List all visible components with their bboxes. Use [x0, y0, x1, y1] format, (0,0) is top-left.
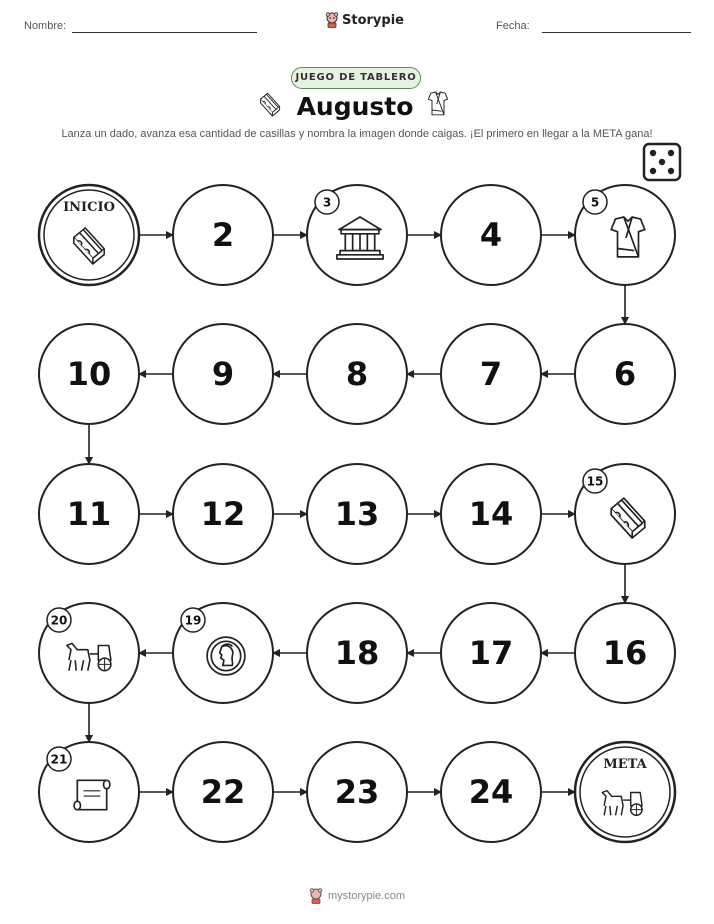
- square-number: 12: [200, 495, 246, 533]
- board-square-8: [307, 324, 407, 424]
- square-number: 8: [345, 355, 369, 393]
- square-number: 15: [586, 474, 604, 489]
- board-square-1: [39, 185, 139, 285]
- board-square-6: [575, 324, 675, 424]
- square-number: 5: [590, 195, 600, 210]
- storypie-logo-icon: [309, 888, 323, 904]
- board-square-16: [575, 603, 675, 703]
- square-number: 22: [200, 773, 246, 811]
- square-number: 9: [211, 355, 235, 393]
- board-square-11: [39, 464, 139, 564]
- square-number: 19: [184, 613, 202, 628]
- coin-icon: [207, 637, 245, 675]
- square-number: 6: [613, 355, 637, 393]
- board-square-20: [39, 603, 139, 703]
- board-square-21: [39, 742, 139, 842]
- footer-url: mystorypie.com: [327, 890, 406, 902]
- name-label: Nombre:: [24, 20, 67, 32]
- page-title: Augusto: [296, 92, 414, 121]
- game-type-badge: JUEGO DE TABLERO: [291, 67, 421, 89]
- board-square-7: [441, 324, 541, 424]
- square-label: INICIO: [63, 200, 115, 215]
- board-square-24: [441, 742, 541, 842]
- square-number: 20: [50, 613, 68, 628]
- scroll-icon: [74, 780, 110, 809]
- square-number: 23: [334, 773, 380, 811]
- board-square-17: [441, 603, 541, 703]
- board-square-10: [39, 324, 139, 424]
- square-number: 16: [602, 634, 648, 672]
- date-label: Fecha:: [496, 20, 530, 32]
- square-number: 2: [211, 216, 235, 254]
- board-square-5: [575, 185, 675, 285]
- square-number: 10: [66, 355, 112, 393]
- square-number: 11: [66, 495, 112, 533]
- square-number: 7: [479, 355, 503, 393]
- board-square-13: [307, 464, 407, 564]
- square-number: 13: [334, 495, 380, 533]
- board-square-12: [173, 464, 273, 564]
- instructions: Lanza un dado, avanza esa cantidad de casillas y nombra la imagen donde caigas. ¡El primero en llegar a la META gana!: [61, 128, 653, 140]
- square-number: 21: [50, 752, 68, 767]
- board-square-22: [173, 742, 273, 842]
- square-number: 17: [468, 634, 514, 672]
- board-square-23: [307, 742, 407, 842]
- board-square-4: [441, 185, 541, 285]
- board-square-14: [441, 464, 541, 564]
- board-square-19: [173, 603, 273, 703]
- square-number: 3: [322, 195, 332, 210]
- square-label: META: [603, 757, 647, 772]
- board-square-15: [575, 464, 675, 564]
- footer: [0, 888, 714, 904]
- square-number: 14: [468, 495, 514, 533]
- square-number: 4: [479, 216, 503, 254]
- brand-name: Storypie: [342, 12, 404, 28]
- board-square-3: [307, 185, 407, 285]
- board-square-25: [575, 742, 675, 842]
- square-number: 18: [334, 634, 380, 672]
- board-square-9: [173, 324, 273, 424]
- board-square-18: [307, 603, 407, 703]
- board-square-2: [173, 185, 273, 285]
- square-number: 24: [468, 773, 514, 811]
